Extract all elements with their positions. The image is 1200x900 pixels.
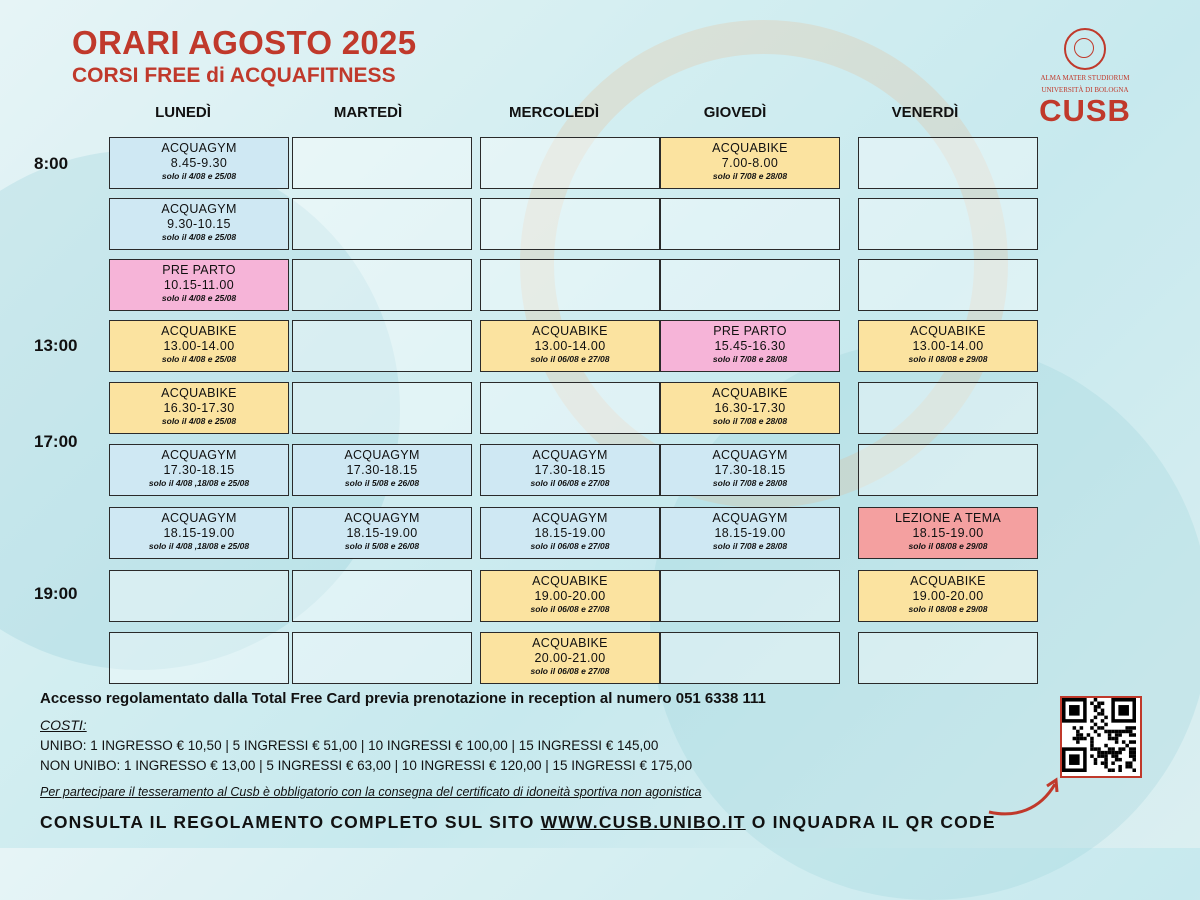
- cusb-logo: [1030, 28, 1140, 128]
- class-dates: solo il 06/08 e 27/08: [530, 541, 610, 551]
- empty-slot: [292, 570, 472, 622]
- class-slot: [660, 382, 840, 434]
- class-time: 16.30-17.30: [163, 401, 235, 415]
- class-slot: [109, 507, 289, 559]
- class-name: ACQUAGYM: [161, 202, 237, 216]
- class-time: 17.30-18.15: [346, 463, 418, 477]
- class-name: ACQUABIKE: [910, 324, 986, 338]
- class-name: ACQUAGYM: [712, 511, 788, 525]
- class-dates: solo il 06/08 e 27/08: [530, 604, 610, 614]
- empty-slot: [480, 382, 660, 434]
- class-dates: solo il 4/08 ,18/08 e 25/08: [148, 541, 250, 551]
- empty-slot: [660, 570, 840, 622]
- class-name: ACQUAGYM: [161, 141, 237, 155]
- class-dates: solo il 7/08 e 28/08: [712, 478, 788, 488]
- class-dates: solo il 4/08 e 25/08: [161, 354, 237, 364]
- class-time: 13.00-14.00: [912, 339, 984, 353]
- class-dates: solo il 08/08 e 29/08: [908, 354, 988, 364]
- empty-slot: [480, 259, 660, 311]
- class-time: 18.15-19.00: [163, 526, 235, 540]
- costs-label: COSTI:: [40, 717, 87, 733]
- logo-university-line1: ALMA MATER STUDIORUM: [1040, 74, 1130, 82]
- empty-slot: [109, 570, 289, 622]
- day-header-monday: LUNEDÌ: [155, 104, 211, 121]
- class-time: 15.45-16.30: [714, 339, 786, 353]
- empty-slot: [660, 632, 840, 684]
- day-header-wednesday: MERCOLEDÌ: [509, 104, 599, 121]
- class-name: LEZIONE A TEMA: [894, 511, 1002, 525]
- price-unibo: UNIBO: 1 INGRESSO € 10,50 | 5 INGRESSI € 51,00 | 10 INGRESSI € 100,00 | 15 INGRESSI € 145,00: [40, 738, 659, 753]
- class-name: ACQUABIKE: [910, 574, 986, 588]
- class-dates: solo il 08/08 e 29/08: [908, 604, 988, 614]
- time-label: 8:00: [34, 154, 69, 173]
- empty-slot: [292, 320, 472, 372]
- class-dates: solo il 4/08 e 25/08: [161, 232, 237, 242]
- class-time: 19.00-20.00: [534, 589, 606, 603]
- empty-slot: [480, 137, 660, 189]
- time-label: 19:00: [34, 584, 78, 603]
- university-seal-icon: [1064, 28, 1106, 70]
- class-dates: solo il 06/08 e 27/08: [530, 666, 610, 676]
- class-slot: [660, 137, 840, 189]
- class-slot: [109, 259, 289, 311]
- class-dates: solo il 4/08 e 25/08: [161, 416, 237, 426]
- class-dates: solo il 4/08 e 25/08: [161, 293, 237, 303]
- access-info: Accesso regolamentato dalla Total Free Card previa prenotazione in reception al numero 051 6338 111: [40, 690, 766, 707]
- class-dates: solo il 06/08 e 27/08: [530, 354, 610, 364]
- page-title: ORARI AGOSTO 2025: [72, 24, 417, 61]
- class-slot: [660, 444, 840, 496]
- empty-slot: [660, 259, 840, 311]
- day-header-thursday: GIOVEDÌ: [703, 104, 767, 121]
- class-time: 19.00-20.00: [912, 589, 984, 603]
- class-slot: [858, 507, 1038, 559]
- logo-university-line2: UNIVERSITÀ DI BOLOGNA: [1041, 86, 1129, 94]
- class-name: ACQUAGYM: [161, 511, 237, 525]
- footer-cta: [40, 812, 996, 833]
- class-slot: [858, 570, 1038, 622]
- class-name: PRE PARTO: [162, 263, 236, 277]
- class-slot: [660, 507, 840, 559]
- empty-slot: [292, 137, 472, 189]
- class-name: ACQUABIKE: [161, 386, 237, 400]
- class-slot: [480, 507, 660, 559]
- class-time: 9.30-10.15: [167, 217, 231, 231]
- day-header-friday: VENERDÌ: [891, 104, 959, 121]
- class-time: 18.15-19.00: [714, 526, 786, 540]
- class-name: ACQUAGYM: [532, 448, 608, 462]
- class-time: 7.00-8.00: [721, 156, 779, 170]
- empty-slot: [292, 198, 472, 250]
- class-slot: [480, 570, 660, 622]
- class-name: ACQUABIKE: [532, 574, 608, 588]
- empty-slot: [660, 198, 840, 250]
- time-label: 13:00: [34, 336, 78, 355]
- arrow-icon: [985, 770, 1065, 820]
- footer-prefix: CONSULTA IL REGOLAMENTO COMPLETO SUL SITO: [40, 812, 541, 832]
- class-time: 8.45-9.30: [170, 156, 228, 170]
- class-time: 17.30-18.15: [163, 463, 235, 477]
- class-slot: [660, 320, 840, 372]
- empty-slot: [858, 259, 1038, 311]
- class-dates: solo il 7/08 e 28/08: [712, 354, 788, 364]
- class-dates: solo il 06/08 e 27/08: [530, 478, 610, 488]
- logo-name: CUSB: [1039, 93, 1131, 128]
- empty-slot: [292, 632, 472, 684]
- class-time: 10.15-11.00: [163, 278, 235, 292]
- class-time: 13.00-14.00: [163, 339, 235, 353]
- empty-slot: [858, 382, 1038, 434]
- class-name: ACQUABIKE: [532, 324, 608, 338]
- qr-code-icon[interactable]: [1060, 696, 1142, 778]
- class-name: ACQUABIKE: [161, 324, 237, 338]
- class-dates: solo il 5/08 e 26/08: [344, 541, 420, 551]
- time-label: 17:00: [34, 432, 78, 451]
- class-slot: [109, 137, 289, 189]
- page-subtitle: CORSI FREE di ACQUAFITNESS: [72, 64, 396, 87]
- class-name: ACQUAGYM: [161, 448, 237, 462]
- class-name: ACQUAGYM: [344, 448, 420, 462]
- class-slot: [858, 320, 1038, 372]
- class-slot: [109, 444, 289, 496]
- class-name: ACQUAGYM: [532, 511, 608, 525]
- class-name: ACQUAGYM: [712, 448, 788, 462]
- day-header-tuesday: MARTEDÌ: [333, 104, 403, 121]
- empty-slot: [292, 382, 472, 434]
- class-name: ACQUABIKE: [712, 141, 788, 155]
- class-name: PRE PARTO: [713, 324, 787, 338]
- class-time: 17.30-18.15: [534, 463, 606, 477]
- class-time: 18.15-19.00: [534, 526, 606, 540]
- website-link[interactable]: WWW.CUSB.UNIBO.IT: [540, 812, 746, 832]
- empty-slot: [292, 259, 472, 311]
- class-dates: solo il 4/08 ,18/08 e 25/08: [148, 478, 250, 488]
- class-dates: solo il 7/08 e 28/08: [712, 416, 788, 426]
- class-name: ACQUABIKE: [712, 386, 788, 400]
- class-slot: [109, 382, 289, 434]
- class-dates: solo il 08/08 e 29/08: [908, 541, 988, 551]
- class-time: 18.15-19.00: [346, 526, 418, 540]
- class-dates: solo il 5/08 e 26/08: [344, 478, 420, 488]
- class-slot: [292, 507, 472, 559]
- class-dates: solo il 4/08 e 25/08: [161, 171, 237, 181]
- price-non-unibo: NON UNIBO: 1 INGRESSO € 13,00 | 5 INGRESSI € 63,00 | 10 INGRESSI € 120,00 | 15 INGRESSI € 175,00: [40, 758, 693, 773]
- class-slot: [109, 320, 289, 372]
- class-slot: [480, 632, 660, 684]
- class-time: 18.15-19.00: [912, 526, 984, 540]
- class-slot: [292, 444, 472, 496]
- membership-note: Per partecipare il tesseramento al Cusb è obbligatorio con la consegna del certificato di idoneità sportiva non agonistica: [40, 785, 702, 799]
- class-slot: [109, 198, 289, 250]
- empty-slot: [858, 444, 1038, 496]
- class-slot: [480, 320, 660, 372]
- empty-slot: [480, 198, 660, 250]
- class-time: 16.30-17.30: [714, 401, 786, 415]
- class-time: 17.30-18.15: [714, 463, 786, 477]
- empty-slot: [109, 632, 289, 684]
- empty-slot: [858, 198, 1038, 250]
- empty-slot: [858, 632, 1038, 684]
- class-name: ACQUAGYM: [344, 511, 420, 525]
- class-time: 13.00-14.00: [534, 339, 606, 353]
- class-dates: solo il 7/08 e 28/08: [712, 541, 788, 551]
- class-time: 20.00-21.00: [534, 651, 606, 665]
- class-slot: [480, 444, 660, 496]
- footer-suffix: O INQUADRA IL QR CODE: [745, 812, 996, 832]
- empty-slot: [858, 137, 1038, 189]
- class-dates: solo il 7/08 e 28/08: [712, 171, 788, 181]
- class-name: ACQUABIKE: [532, 636, 608, 650]
